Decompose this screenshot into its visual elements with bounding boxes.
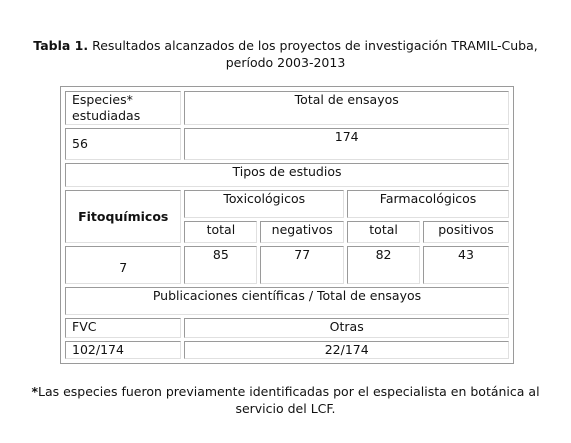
table-row xyxy=(65,318,509,338)
others-label-cell: Otras xyxy=(184,318,509,338)
total-tests-count-cell: 174 xyxy=(184,128,509,160)
phytochemical-header-cell: Fitoquímicos xyxy=(65,190,181,243)
table-caption xyxy=(8,37,563,71)
pharmacological-header-cell: Farmacológicos xyxy=(347,190,509,218)
phytochemical-value-cell: 7 xyxy=(65,246,181,284)
footnote-mark: * xyxy=(31,384,38,399)
others-value-cell: 22/174 xyxy=(184,341,509,359)
pharma-total-value-cell: 82 xyxy=(347,246,420,284)
pharma-positive-label-cell: positivos xyxy=(423,221,509,243)
table-footnote xyxy=(8,383,563,417)
fvc-label-cell: FVC xyxy=(65,318,181,338)
table-row xyxy=(65,287,509,315)
publications-header-cell: Publicaciones científicas / Total de ensayos xyxy=(65,287,509,315)
total-tests-header-cell: Total de ensayos xyxy=(184,91,509,125)
caption-text-1: Resultados alcanzados de los proyectos de investigación TRAMIL-Cuba, xyxy=(88,38,538,53)
table-row xyxy=(65,128,509,160)
results-table xyxy=(62,88,512,362)
species-count-cell: 56 xyxy=(65,128,181,160)
study-types-header-cell: Tipos de estudios xyxy=(65,163,509,187)
table-row xyxy=(65,190,509,218)
table-row xyxy=(65,163,509,187)
caption-line-1 xyxy=(8,37,563,54)
tox-total-label-cell: total xyxy=(184,221,257,243)
footnote-text-1: Las especies fueron previamente identificadas por el especialista en botánica al xyxy=(37,384,540,399)
pharma-positive-value-cell: 43 xyxy=(423,246,509,284)
footnote-line-1 xyxy=(8,383,563,400)
table-row xyxy=(65,91,509,125)
table-row xyxy=(65,341,509,359)
tox-negative-label-cell: negativos xyxy=(260,221,344,243)
species-header-cell: Especies* estudiadas xyxy=(65,91,181,125)
toxicological-header-cell: Toxicológicos xyxy=(184,190,344,218)
results-table-frame xyxy=(60,86,514,364)
caption-text-2: período 2003-2013 xyxy=(225,55,346,70)
pharma-total-label-cell: total xyxy=(347,221,420,243)
tox-total-value-cell: 85 xyxy=(184,246,257,284)
table-row xyxy=(65,246,509,284)
tox-negative-value-cell: 77 xyxy=(260,246,344,284)
fvc-value-cell: 102/174 xyxy=(65,341,181,359)
footnote-text-2: servicio del LCF. xyxy=(235,401,336,416)
caption-label: Tabla 1. xyxy=(33,38,89,53)
